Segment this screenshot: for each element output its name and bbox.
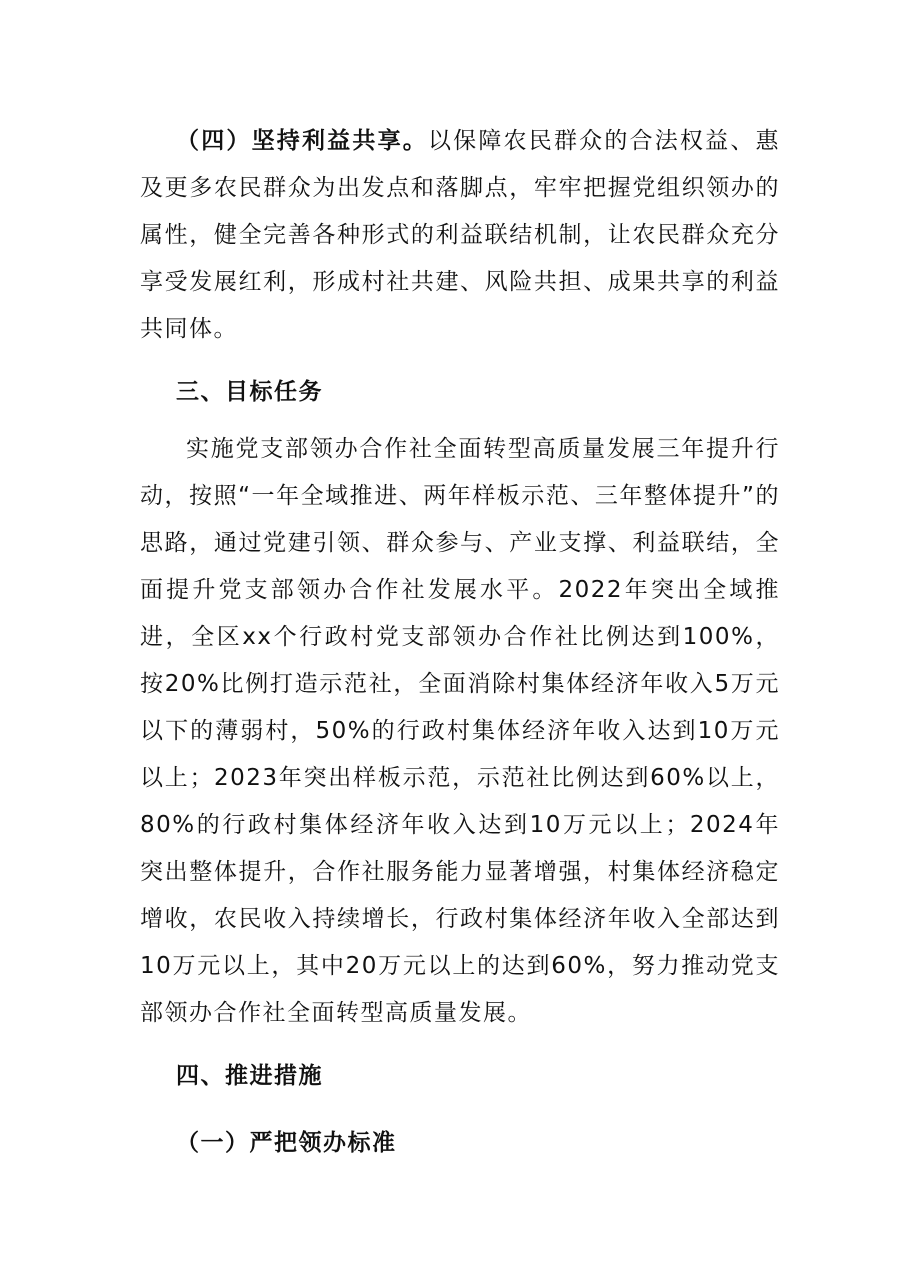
- subheading-leadership-standard: （一）严把领办标准: [176, 1130, 397, 1156]
- paragraph-benefit-sharing: [140, 118, 780, 353]
- paragraph-goals-tasks: 实施党支部领办合作社全面转型高质量发展三年提升行动，按照“一年全域推进、两年样板示范、三年整体提升”的思路，通过党建引领、群众参与、产业支撑、利益联结，全面提升党支部领办合作社发展水平。2022年突出全域推进，全区xx个行政村党支部领办合作社比例达到100%，按20%比例打造示范社，全面消除村集体经济年收入5万元以下的薄弱村，50%的行政村集体经济年收入达到10万元以上；2023年突出样板示范，示范社比例达到60%以上，80%的行政村集体经济年收入达到10万元以上；2024年突出整体提升，合作社服务能力显著增强，村集体经济稳定增收，农民收入持续增长，行政村集体经济年收入全部达到10万元以上，其中20万元以上的达到60%，努力推动党支部领办合作社全面转型高质量发展。: [140, 436, 780, 1026]
- paragraph-lead-benefit-sharing: （四）坚持利益共享。: [176, 128, 428, 154]
- heading-goals-tasks: 三、目标任务: [176, 379, 323, 405]
- paragraph-text-benefit-sharing: 以保障农民群众的合法权益、惠及更多农民群众为出发点和落脚点，牢牢把握党组织领办的属性，健全完善各种形式的利益联结机制，让农民群众充分享受发展红利，形成村社共建、风险共担、成果共享的利益共同体。: [140, 128, 781, 342]
- heading-measures: 四、推进措施: [176, 1063, 323, 1089]
- document-body: [140, 118, 780, 1177]
